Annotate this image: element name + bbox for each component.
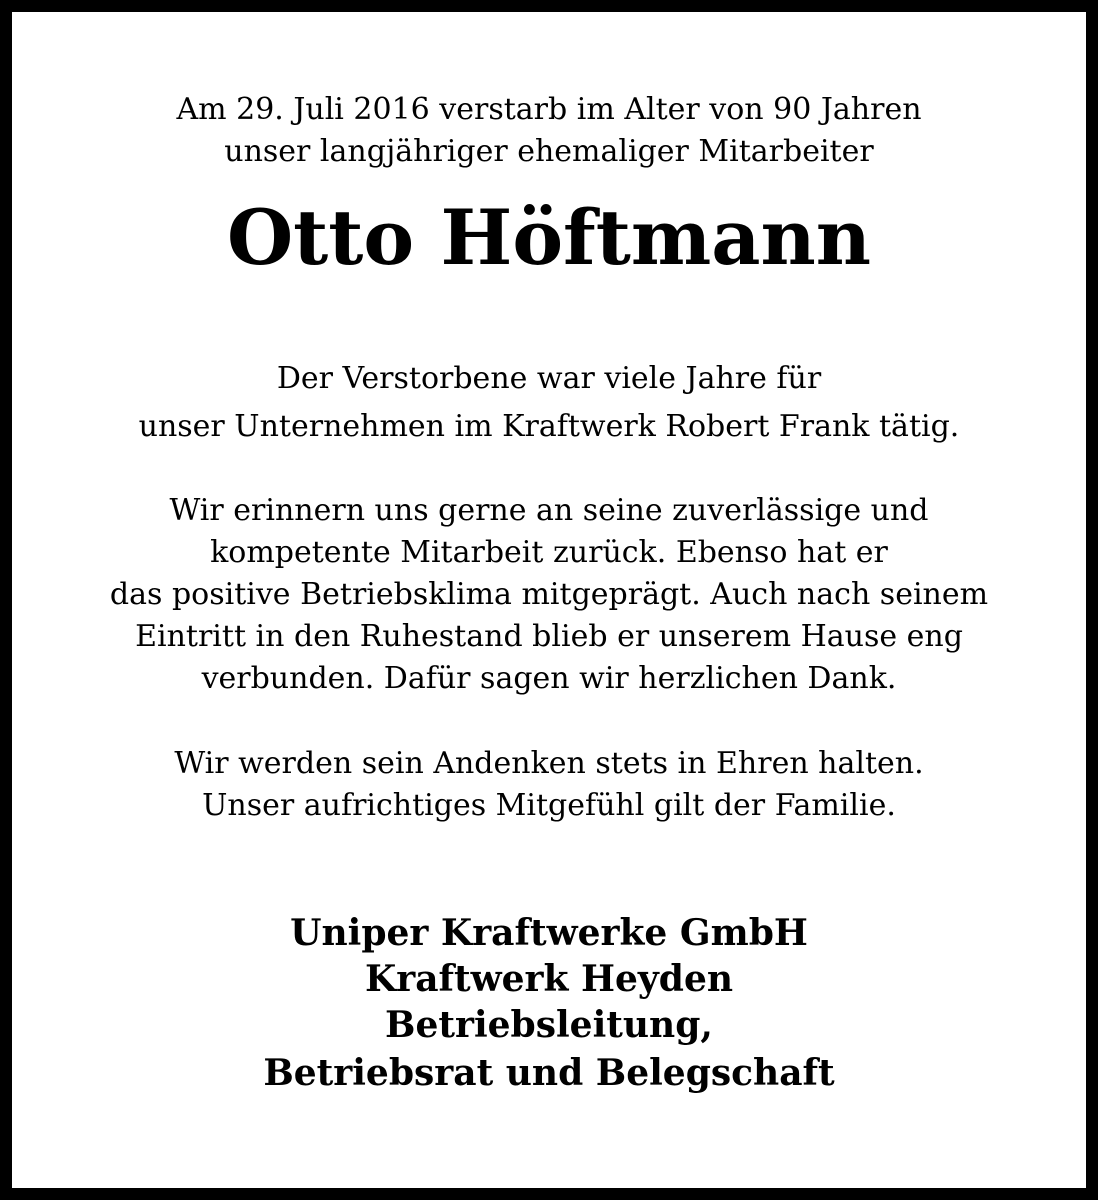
paragraph-line: unser Unternehmen im Kraftwerk Robert Frank tätig. (138, 409, 960, 444)
paragraph-line: Wir erinnern uns gerne an seine zuverlässige und (169, 493, 929, 528)
intro-line: Am 29. Juli 2016 verstarb im Alter von 90 Jahren (176, 92, 922, 127)
signature-line: Betriebsrat und Belegschaft (263, 1052, 835, 1094)
paragraph-line: Der Verstorbene war viele Jahre für (276, 361, 822, 396)
signature-line: Betriebsleitung, (385, 1004, 713, 1046)
paragraph-line: Eintritt in den Ruhestand blieb er unserem Hause eng (135, 619, 963, 654)
paragraph-line: Unser aufrichtiges Mitgefühl gilt der Familie. (202, 788, 896, 823)
paragraph-line: kompetente Mitarbeit zurück. Ebenso hat er (210, 535, 888, 570)
signature-line: Uniper Kraftwerke GmbH (290, 912, 808, 954)
paragraph-line: das positive Betriebsklima mitgeprägt. Auch nach seinem (109, 577, 989, 612)
paragraph-line: Wir werden sein Andenken stets in Ehren halten. (174, 746, 924, 781)
paragraph-line: verbunden. Dafür sagen wir herzlichen Dank. (201, 661, 897, 696)
intro-line: unser langjähriger ehemaliger Mitarbeiter (224, 134, 874, 169)
deceased-name: Otto Höftmann (226, 193, 872, 282)
signature-line: Kraftwerk Heyden (364, 958, 734, 1000)
